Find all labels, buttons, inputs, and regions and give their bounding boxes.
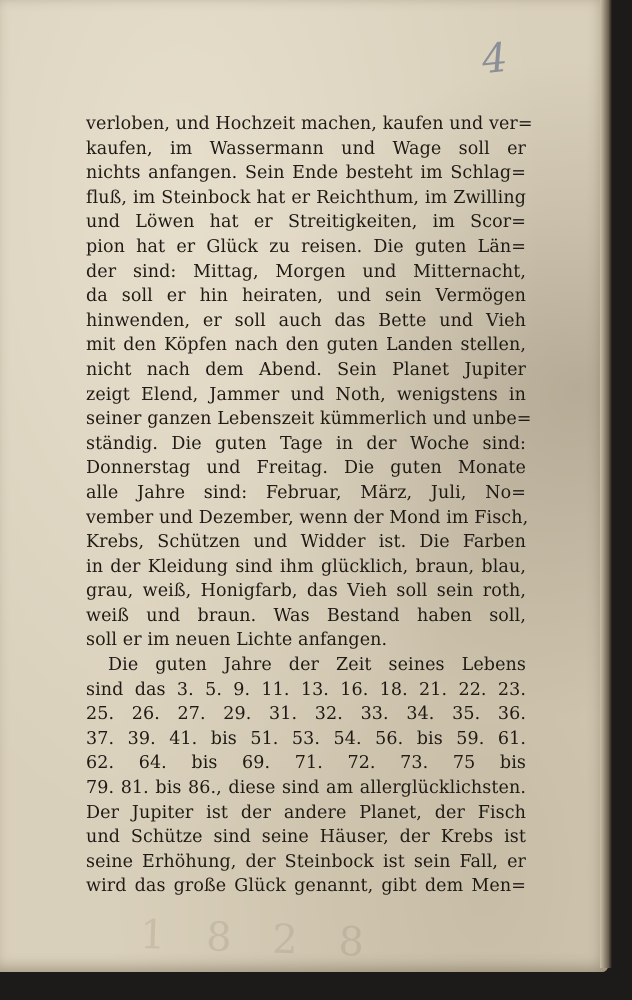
text-line: pion hat er Glück zu reisen. Die guten Län= [86,236,526,257]
text-line: wird das große Glück genannt, gibt dem Men= [86,876,526,897]
text-line: der sind: Mittag, Morgen und Mitternacht, [86,261,526,282]
text-line: seine Erhöhung, der Steinbock ist sein Fall, er [86,851,526,872]
text-line: und Schütze sind seine Häuser, der Krebs ist [86,827,526,848]
text-line: vember und Dezember, wenn der Mond im Fisch, [86,507,529,528]
text-line: Der Jupiter ist der andere Planet, der Fisch [86,802,526,823]
text-line: 37. 39. 41. bis 51. 53. 54. 56. bis 59. 61. [86,728,526,749]
text-line: seiner ganzen Lebenszeit kümmerlich und unbe= [86,409,532,430]
text-line: 79. 81. bis 86., diese sind am allerglücklichsten. [86,778,526,799]
page-number: 4 [479,34,510,84]
page-edge-shadow [600,0,612,968]
text-line: alle Jahre sind: Februar, März, Juli, No= [86,482,526,503]
text-line: grau, weiß, Honigfarb, das Vieh soll sein roth, [86,581,526,602]
text-line: nicht nach dem Abend. Sein Planet Jupiter [86,359,526,380]
text-line: kaufen, im Wassermann und Wage soll er [86,138,526,159]
paragraph-first-line: Die guten Jahre der Zeit seines Lebens [108,655,526,676]
text-line: weiß und braun. Was Bestand haben soll, [86,605,526,626]
text-line: nichts anfangen. Sein Ende besteht im Schlag= [86,163,526,184]
text-line: hinwenden, er soll auch das Bette und Vieh [86,310,526,331]
text-line: zeigt Elend, Jammer und Noth, wenigstens in [86,384,526,405]
text-line: soll er im neuen Lichte anfangen. [86,630,388,651]
text-line: mit den Köpfen nach den guten Landen stellen, [86,335,526,356]
text-line: Krebs, Schützen und Widder ist. Die Farben [86,532,526,553]
text-line: 62. 64. bis 69. 71. 72. 73. 75 bis [86,753,526,774]
text-line: verloben, und Hochzeit machen, kaufen und ver= [86,114,533,134]
text-line: da soll er hin heiraten, und sein Vermögen [86,286,526,307]
text-line: ständig. Die guten Tage in der Woche sind: [86,433,526,454]
text-line: sind das 3. 5. 9. 11. 13. 16. 18. 21. 22. 23. [86,679,526,700]
bleed-through-text: 1 8 2 8 [139,911,379,967]
text-line: und Löwen hat er Streitigkeiten, im Scor= [86,212,526,233]
text-line: Donnerstag und Freitag. Die guten Monate [86,458,526,479]
body-text [86,112,533,899]
text-line: in der Kleidung sind ihm glücklich, braun, blau, [86,556,526,577]
text-line: fluß, im Steinbock hat er Reichthum, im Zwilling [86,187,526,208]
text-line: 25. 26. 27. 29. 31. 32. 33. 34. 35. 36. [86,704,526,725]
